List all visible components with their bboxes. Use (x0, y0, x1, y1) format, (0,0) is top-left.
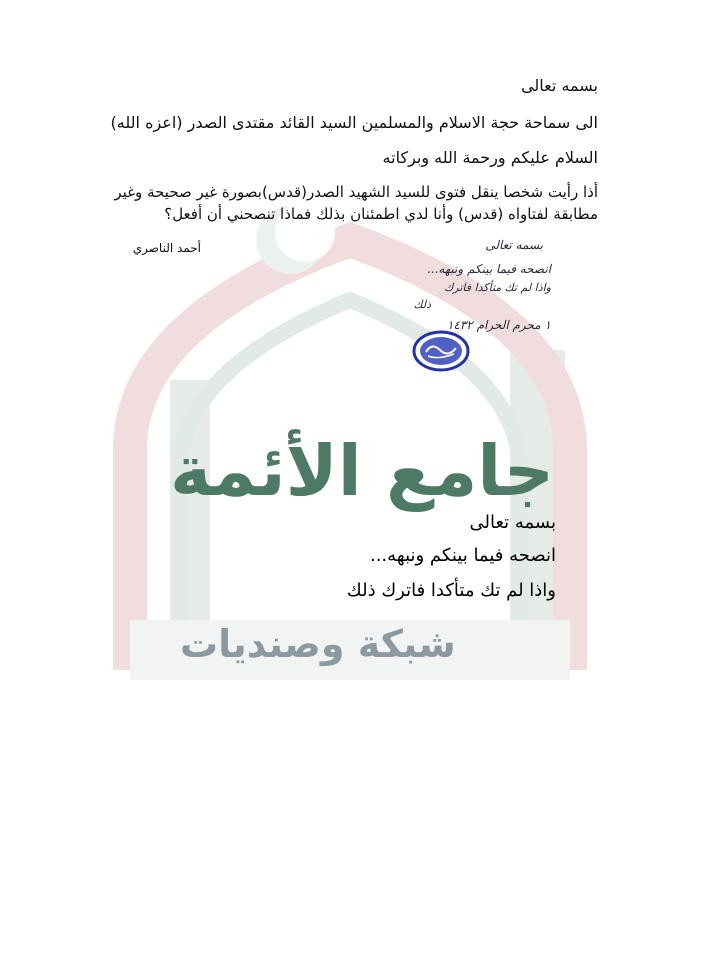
handwritten-line-4: ذلك (413, 298, 431, 311)
transcription-line-3: واذا لم تك متأكدا فاترك ذلك (346, 580, 556, 601)
sender-name: أحمد الناصري (132, 241, 201, 255)
official-seal (412, 330, 470, 372)
handwritten-date: ١ محرم الحرام ١٤٣٢ (446, 318, 551, 332)
handwritten-basmala: بسمه تعالى (485, 238, 543, 252)
handwritten-line-2: انصحه فيما بينكم ونبهه... (426, 262, 551, 276)
letter-salam: السلام عليكم ورحمة الله وبركاته (382, 148, 598, 167)
watermark-title: جامع الأئمة (170, 430, 555, 512)
handwritten-line-3: واذا لم تك متأكدا فاترك (444, 281, 551, 294)
watermark-footer: شبكة وصنديات (180, 622, 456, 666)
transcription-line-2: انصحه فيما بينكم ونبهه... (369, 545, 556, 566)
letter-basmala: بسمه تعالى (521, 76, 598, 95)
letter-address: الى سماحة حجة الاسلام والمسلمين السيد القائد مقتدى الصدر (اعزه الله) (110, 113, 598, 132)
transcription-line-1: بسمه تعالى (469, 512, 556, 533)
letter-question-line-2: مطابقة لفتاواه (قدس) وأنا لدي اطمئنان بذلك فماذا تنصحني أن أفعل؟ (164, 205, 598, 223)
letter-question-line-1: أذا رأيت شخصا ينقل فتوى للسيد الشهيد الصدر(قدس)بصورة غير صحيحة وغير (114, 183, 598, 201)
